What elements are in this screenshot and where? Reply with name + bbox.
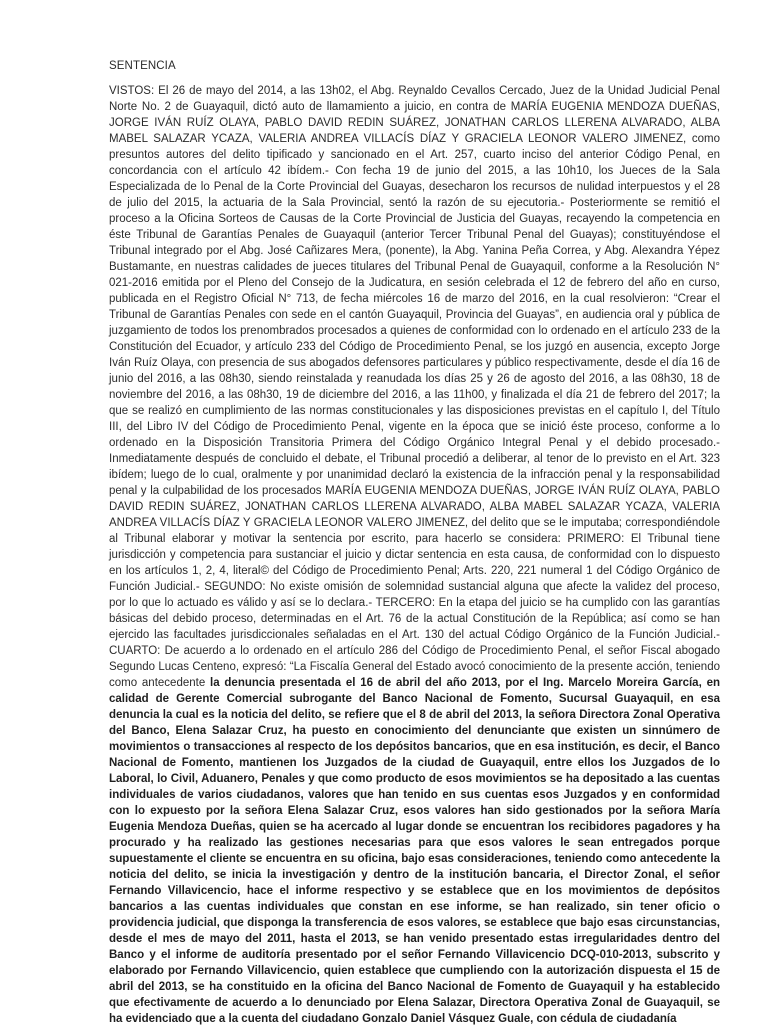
body-bold-text: la denuncia presentada el 16 de abril del año 2013, por el Ing. Marcelo Moreira García, en calidad de Gerente Comercial subrogante del Banco Nacional de Fomento, Sucursal Guayaquil, en esa denuncia la cual es la noticia del delito, se refiere que el 8 de abril del 2013, la señora Directora Zonal Operativa del Banco, Elena Salazar Cruz, ha puesto en conocimiento del denunciante que existen un sinnúmero de movimientos o transacciones al respecto de los depósitos bancarios, que en esa institución, es decir, el Banco Nacional de Fomento, mantienen los Juzgados de la ciudad de Guayaquil, entre ellos los Juzgados de lo Laboral, lo Civil, Aduanero, Penales y que como producto de esos movimientos se ha depositado a las cuentas individuales de varios ciudadanos, valores que han tenido en sus cuentas esos Juzgados y en conformidad con lo expuesto por la señora Elena Salazar Cruz, esos valores han sido gestionados por la señora María Eugenia Mendoza Dueñas, quien se ha acercado al lugar donde se encuentran los recibidores pagadores y ha procurado y ha realizado las gestiones necesarias para que esos valores le sean entregados porque supuestamente el cliente se encuentra en su oficina, bajo esas consideraciones, teniendo como antecedente la noticia del delito, se inicia la investigación y dentro de la institución bancaria, el Director Zonal, el señor Fernando Villavicencio, hace el informe respectivo y se establece que en los movimientos de depósitos bancarios a las cuentas individuales que constan en ese informe, se han realizado, sin tener oficio o providencia judicial, que disponga la transferencia de esos valores, se establece que bajo esas circunstancias, desde el mes de mayo del 2011, hasta el 2013, se han venido presentado estas irregularidades dentro del Banco y el informe de auditoría presentado por el señor Fernando Villavicencio DCQ-010-2013, subscrito y elaborado por Fernando Villavicencio, quien establece que cumpliendo con la autorización dispuesta el 15 de abril del 2013, se ha constituido en la oficina del Banco Nacional de Fomento de Guayaquil y ha establecido que efectivamente de acuerdo a lo denunciado por Elena Salazar, Directora Operativa Zonal de Guayaquil, se ha evidenciado que a la cuenta del ciudadano Gonzalo Daniel Vásquez Guale, con cédula de ciudadanía — [109, 677, 720, 1025]
body-regular-text: VISTOS: El 26 de mayo del 2014, a las 13h02, el Abg. Reynaldo Cevallos Cercado, Juez de la Unidad Judicial Penal Norte No. 2 de Guayaquil, dictó auto de llamamiento a juicio, en contra de MARÍA EUGENIA MENDOZA DUEÑAS, JORGE IVÁN RUÍZ OLAYA, PABLO DAVID REDIN SUÁREZ, JONATHAN CARLOS LLERENA ALVARADO, ALBA MABEL SALAZAR YCAZA, VALERIA ANDREA VILLACÍS DÍAZ Y GRACIELA LEONOR VALERO JIMENEZ, como presuntos autores del delito tipificado y sancionado en el Art. 257, cuarto inciso del anterior Código Penal, en concordancia con el artículo 42 ibídem.- Con fecha 19 de junio del 2015, a las 10h10, los Jueces de la Sala Especializada de lo Penal de la Corte Provincial del Guayas, desecharon los recursos de nulidad interpuestos y el 28 de julio del 2015, la actuaria de la Sala Provincial, sentó la razón de su ejecutoria.- Posteriormente se remitió el proceso a la Oficina Sorteos de Causas de la Corte Provincial de Justicia del Guayas, recayendo la competencia en éste Tribunal de Garantías Penales de Guayaquil (anterior Tercer Tribunal Penal del Guayas); constituyéndose el Tribunal integrado por el Abg. José Cañizares Mera, (ponente), la Abg. Yanina Peña Correa, y Abg. Alexandra Yépez Bustamante, en nuestras calidades de jueces titulares del Tribunal Penal de Guayaquil, conforme a la Resolución N° 021-2016 emitida por el Pleno del Consejo de la Judicatura, en sesión celebrada el 12 de febrero del año en curso, publicada en el Registro Oficial N° 713, de fecha miércoles 16 de marzo del 2016, en la cual resolvieron: “Crear el Tribunal de Garantías Penales con sede en el cantón Guayaquil, Provincia del Guayas”, en audiencia oral y pública de juzgamiento de todos los prenombrados procesados a quienes de conformidad con lo ordenado en el artículo 233 de la Constitución del Ecuador, y artículo 233 del Código de Procedimiento Penal, se los juzgó en ausencia, excepto Jorge Iván Ruíz Olaya, con presencia de sus abogados defensores particulares y público respectivamente, desde el día 16 de junio del 2016, a las 08h30, siendo reinstalada y reanudada los días 25 y 26 de agosto del 2016, a las 08h30, 18 de noviembre del 2016, a las 08h30, 19 de diciembre del 2016, a las 11h00, y finalizada el día 21 de febrero del 2017; la que se realizó en cumplimiento de las normas constitucionales y las disposiciones previstas en el capítulo I, del Título III, del Libro IV del Código de Procedimiento Penal, vigente en la época que se inició éste proceso, conforme a lo ordenado en la Disposición Transitoria Primera del Código Orgánico Integral Penal y el debido procesado.- Inmediatamente después de concluido el debate, el Tribunal procedió a deliberar, al tenor de lo previsto en el Art. 323 ibídem; luego de lo cual, oralmente y por unanimidad declaró la existencia de la infracción penal y la responsabilidad penal y la culpabilidad de los procesados MARÍA EUGENIA MENDOZA DUEÑAS, JORGE IVÁN RUÍZ OLAYA, PABLO DAVID REDIN SUÁREZ, JONATHAN CARLOS LLERENA ALVARADO, ALBA MABEL SALAZAR YCAZA, VALERIA ANDREA VILLACÍS DÍAZ Y GRACIELA LEONOR VALERO JIMENEZ, del delito que se le imputaba; correspondiéndole al Tribunal elaborar y motivar la sentencia por escrito, para hacerlo se considera: PRIMERO: El Tribunal tiene jurisdicción y competencia para sustanciar el juicio y dictar sentencia en esta causa, de conformidad con lo dispuesto en los artículos 1, 2, 4, literal© del Código de Procedimiento Penal; Arts. 220, 221 numeral 1 del Código Orgánico de Función Judicial.- SEGUNDO: No existe omisión de solemnidad sustancial alguna que afecte la validez del proceso, por lo que lo actuado es válido y así se lo declara.- TERCERO: En la etapa del juicio se ha cumplido con las garantías básicas del debido proceso, determinadas en el Art. 76 de la actual Constitución de la República; así como se han ejercido las facultades jurisdiccionales señaladas en el Art. 130 del actual Código Orgánico de la Función Judicial.- CUARTO: De acuerdo a lo ordenado en el artículo 286 del Código de Procedimiento Penal, el señor Fiscal abogado Segundo Lucas Centeno, expresó: “La Fiscalía General del Estado avocó conocimiento de la presente acción, teniendo como antecedente — [109, 85, 720, 689]
document-body-paragraph — [109, 83, 720, 1027]
document-heading: SENTENCIA — [109, 60, 176, 72]
